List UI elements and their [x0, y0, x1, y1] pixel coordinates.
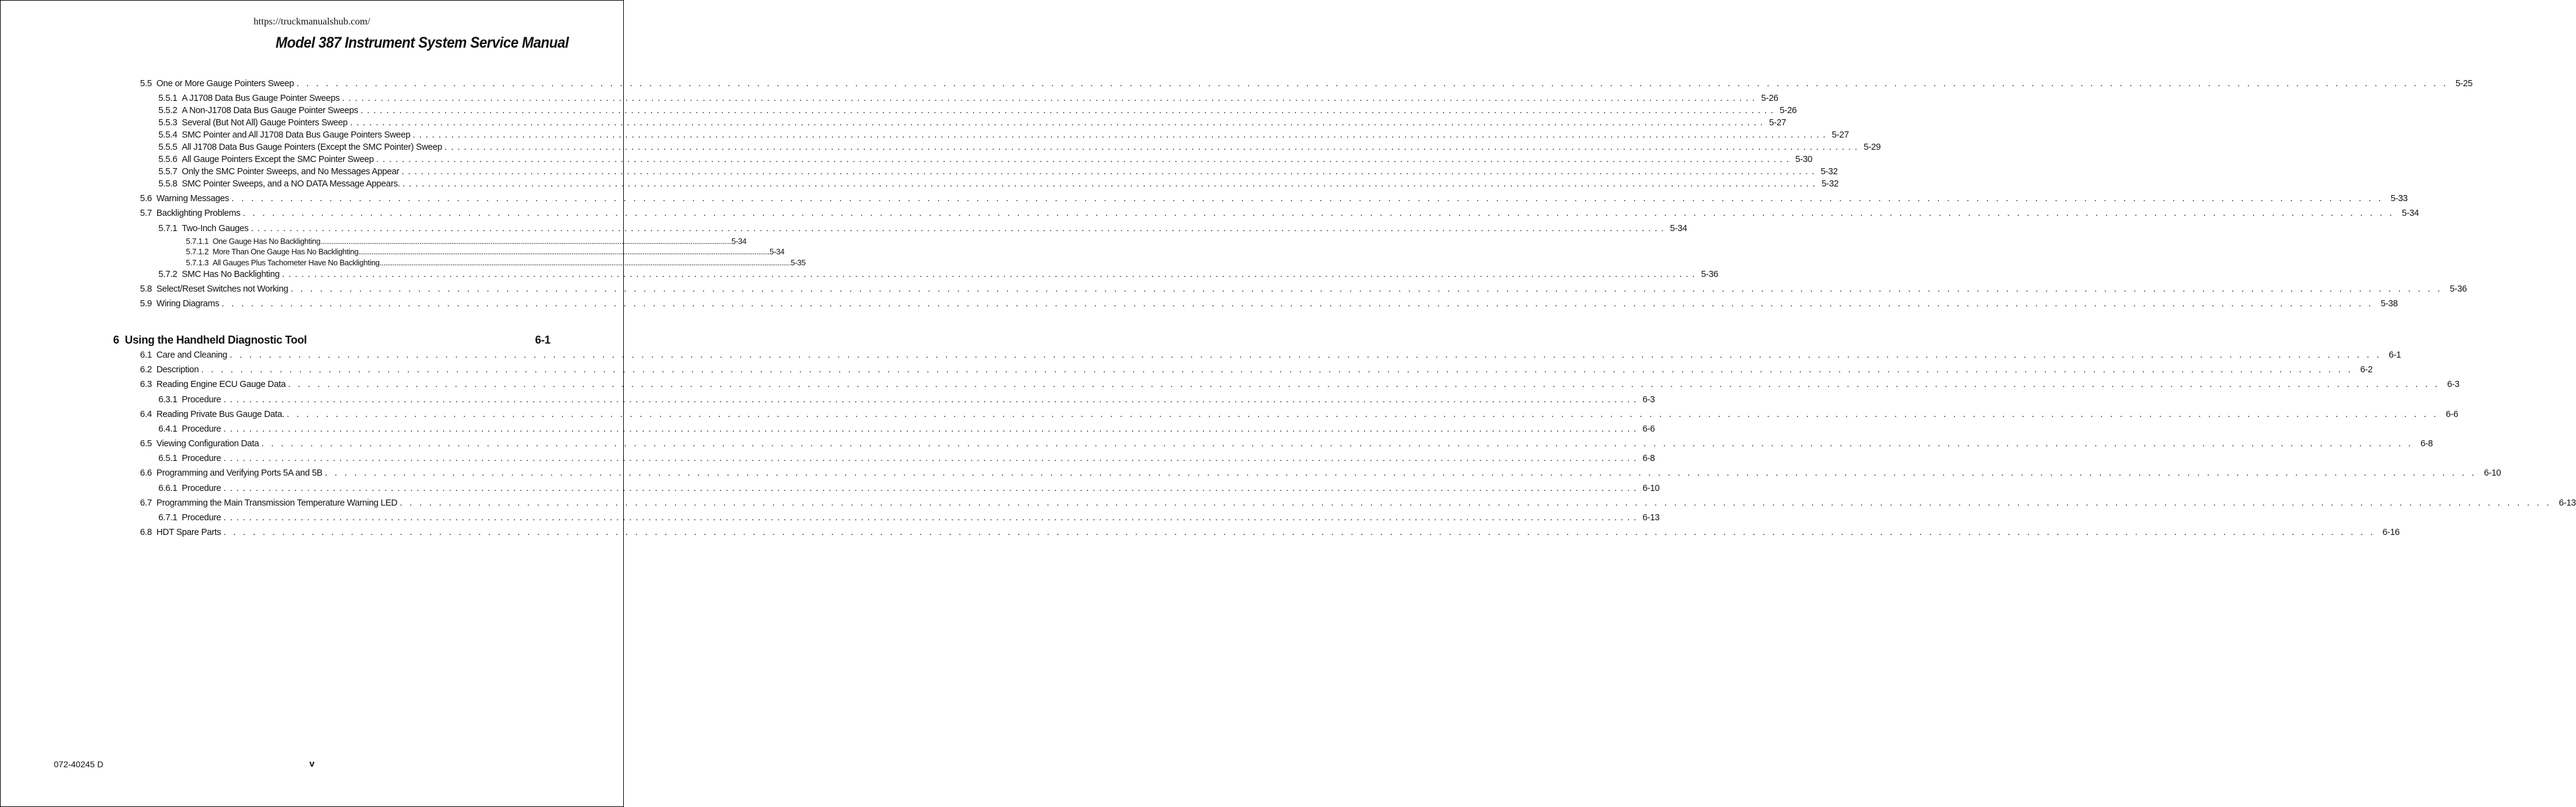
toc-number: 6.6.1 — [158, 484, 177, 493]
dot-leader: ............................................................................................................................................................................................................................ — [288, 380, 2445, 389]
toc-entry[interactable] — [140, 194, 2408, 204]
toc-title: Viewing Configuration Data — [156, 439, 259, 449]
toc-number: 6.4.1 — [158, 424, 177, 434]
source-url: https://truckmanualshub.com/ — [253, 17, 371, 27]
toc-title: SMC Pointer Sweeps, and a NO DATA Message Appears. — [182, 179, 401, 189]
manual-title: Model 387 Instrument System Service Manual — [275, 34, 569, 51]
toc-number: 5.5.7 — [158, 167, 177, 177]
toc-title: Reading Private Bus Gauge Data. — [156, 410, 284, 419]
dot-leader: ............................................................................................................................................................................................................................ — [379, 258, 791, 267]
toc-entry[interactable] — [158, 94, 1778, 103]
toc-number: 5.5.5 — [158, 142, 177, 152]
toc-title: All Gauge Pointers Except the SMC Pointer Sweep — [182, 155, 374, 164]
dot-leader: ............................................................................................................................................................................................................................ — [412, 130, 1830, 140]
toc-title: Care and Cleaning — [156, 350, 228, 360]
dot-leader: ............................................................................................................................................................................................................................ — [320, 237, 731, 246]
toc-title: Procedure — [182, 484, 221, 493]
toc-page: 6-6 — [2446, 410, 2459, 419]
dot-leader: ............................................................................................................................................................................................................................ — [291, 284, 2448, 294]
dot-leader: ............................................................................................................................................................................................................................ — [223, 395, 1640, 405]
toc-entry[interactable] — [158, 513, 1660, 523]
dot-leader: ............................................................................................................................................................................................................................ — [221, 299, 2378, 309]
dot-leader: ............................................................................................................................................................................................................................ — [251, 224, 1668, 234]
toc-entry[interactable] — [140, 208, 2419, 218]
toc-number: 5.7.1.2 — [186, 247, 209, 256]
dot-leader: ............................................................................................................................................................................................................................ — [223, 513, 1640, 523]
dot-leader: ............................................................................................................................................................................................................................ — [376, 155, 1793, 164]
toc-entry[interactable] — [158, 142, 1881, 152]
toc-number: 5.7.2 — [158, 270, 177, 279]
dot-leader: ............................................................................................................................................................................................................................ — [358, 247, 770, 256]
toc-page: 6-13 — [1642, 513, 1660, 523]
toc-title: Description — [156, 365, 199, 375]
toc-entry[interactable] — [158, 130, 1849, 140]
toc-title: One Gauge Has No Backlighting — [212, 237, 320, 246]
dot-leader: ............................................................................................................................................................................................................................ — [402, 179, 1819, 189]
toc-page: 6-10 — [2484, 468, 2501, 478]
toc-title: Procedure — [182, 395, 221, 405]
toc-title: Warning Messages — [156, 194, 229, 204]
toc-title: Using the Handheld Diagnostic Tool — [125, 334, 307, 346]
toc-page: 6-2 — [2360, 365, 2373, 375]
toc-page: 5-32 — [1820, 167, 1838, 177]
toc-number: 5.5 — [140, 79, 152, 89]
toc-number: 5.7.1.1 — [186, 237, 209, 246]
toc-title: More Than One Gauge Has No Backlighting — [212, 247, 359, 256]
toc-number: 6.6 — [140, 468, 152, 478]
toc-title: One or More Gauge Pointers Sweep — [156, 79, 294, 89]
toc-page: 5-26 — [1779, 106, 1797, 116]
toc-entry[interactable] — [140, 468, 2501, 478]
toc-number: 5.6 — [140, 194, 152, 204]
toc-page: 5-29 — [1864, 142, 1881, 152]
toc-number: 5.7.1 — [158, 224, 177, 234]
toc-number: 6.5.1 — [158, 454, 177, 463]
toc-title: Select/Reset Switches not Working — [156, 284, 289, 294]
toc-page: 6-3 — [1642, 395, 1655, 405]
toc-number: 5.8 — [140, 284, 152, 294]
toc-page: 6-13 — [2558, 498, 2576, 508]
toc-entry[interactable] — [158, 424, 1655, 434]
toc-title: A Non-J1708 Data Bus Gauge Pointer Sweeps — [182, 106, 358, 116]
toc-number: 5.7.1.3 — [186, 258, 209, 267]
toc-title: All J1708 Data Bus Gauge Pointers (Except the SMC Pointer) Sweep — [182, 142, 442, 152]
toc-title: Reading Engine ECU Gauge Data — [156, 380, 286, 389]
toc-page: 5-27 — [1769, 118, 1786, 128]
page-number: v — [309, 759, 315, 769]
dot-leader: ............................................................................................................................................................................................................................ — [223, 528, 2380, 537]
toc-entry[interactable] — [186, 247, 785, 256]
dot-leader: ............................................................................................................................................................................................................................ — [360, 106, 1777, 116]
toc-number: 5.9 — [140, 299, 152, 309]
dot-leader: ............................................................................................................................................................................................................................ — [444, 142, 1862, 152]
toc-title: All Gauges Plus Tachometer Have No Backlighting — [212, 258, 380, 267]
toc-number: 5.5.3 — [158, 118, 177, 128]
dot-leader: ............................................................................................................................................................................................................................ — [223, 454, 1640, 463]
toc-title: A J1708 Data Bus Gauge Pointer Sweeps — [182, 94, 340, 103]
toc-title: Programming the Main Transmission Temperature Warning LED — [156, 498, 398, 508]
toc-entry[interactable] — [140, 79, 2473, 89]
toc-number: 6.2 — [140, 365, 152, 375]
toc-entry[interactable] — [158, 106, 1797, 116]
toc-entry[interactable] — [140, 439, 2433, 449]
dot-leader: ............................................................................................................................................................................................................................ — [342, 94, 1759, 103]
toc-number: 5.5.2 — [158, 106, 177, 116]
dot-leader: ............................................................................................................................................................................................................................ — [231, 194, 2388, 204]
dot-leader: ............................................................................................................................................................................................................................ — [261, 439, 2418, 449]
toc-title: Procedure — [182, 454, 221, 463]
dot-leader: ............................................................................................................................................................................................................................ — [201, 365, 2358, 375]
toc-number: 6.7.1 — [158, 513, 177, 523]
toc-entry[interactable] — [140, 365, 2373, 375]
toc-page: 6-16 — [2382, 528, 2400, 537]
toc-entry[interactable] — [158, 179, 1839, 189]
toc-number: 6.3 — [140, 380, 152, 389]
toc-number: 6.8 — [140, 528, 152, 537]
toc-entry[interactable] — [186, 237, 747, 246]
toc-title: Wiring Diagrams — [156, 299, 220, 309]
toc-page: 5-26 — [1761, 94, 1778, 103]
toc-page: 5-30 — [1795, 155, 1813, 164]
document-number: 072-40245 D — [54, 759, 103, 769]
toc-entry[interactable] — [140, 284, 2467, 294]
toc-page: 6-6 — [1642, 424, 1655, 434]
toc-page: 5-33 — [2390, 194, 2408, 204]
toc-number: 5.5.8 — [158, 179, 177, 189]
toc-page: 5-34 — [731, 237, 747, 246]
toc-title: SMC Has No Backlighting — [182, 270, 280, 279]
toc-number: 5.5.4 — [158, 130, 177, 140]
dot-leader: ............................................................................................................................................................................................................................ — [286, 410, 2444, 419]
toc-page: 6-1 — [2388, 350, 2401, 360]
toc-page: 5-34 — [2402, 208, 2419, 218]
toc-entry[interactable] — [158, 395, 1655, 405]
toc-page: 6-8 — [2420, 439, 2433, 449]
toc-entry[interactable] — [158, 224, 1687, 234]
toc-number: 6 — [113, 334, 119, 346]
toc-entry[interactable] — [140, 528, 2400, 537]
toc-page: 6-3 — [2447, 380, 2460, 389]
toc-entry[interactable] — [140, 410, 2459, 419]
toc-title: HDT Spare Parts — [156, 528, 221, 537]
toc-entry[interactable] — [158, 118, 1786, 128]
toc-entry[interactable] — [158, 270, 1719, 279]
toc-page: 6-1 — [535, 334, 550, 346]
toc-title: Procedure — [182, 424, 221, 434]
dot-leader: ............................................................................................................................................................................................................................ — [350, 118, 1767, 128]
dot-leader: ............................................................................................................................................................................................................................ — [399, 498, 2556, 508]
toc-page: 5-27 — [1832, 130, 1849, 140]
toc-title: Several (But Not All) Gauge Pointers Sweep — [182, 118, 348, 128]
toc-title: Backlighting Problems — [156, 208, 240, 218]
dot-leader: ............................................................................................................................................................................................................................ — [325, 468, 2482, 478]
toc-number: 6.7 — [140, 498, 152, 508]
dot-leader: ............................................................................................................................................................................................................................ — [296, 79, 2453, 89]
toc-page: 5-36 — [2449, 284, 2467, 294]
dot-leader: ............................................................................................................................................................................................................................ — [223, 484, 1640, 493]
toc-page: 5-34 — [769, 247, 785, 256]
toc-number: 6.5 — [140, 439, 152, 449]
toc-title: Programming and Verifying Ports 5A and 5B — [156, 468, 323, 478]
toc-number: 6.4 — [140, 410, 152, 419]
toc-number: 5.5.1 — [158, 94, 177, 103]
toc-page: 5-36 — [1701, 270, 1719, 279]
dot-leader: ............................................................................................................................................................................................................................ — [223, 424, 1640, 434]
toc-number: 6.1 — [140, 350, 152, 360]
toc-chapter-heading[interactable] — [113, 334, 550, 347]
toc-number: 5.7 — [140, 208, 152, 218]
toc-entry[interactable] — [158, 454, 1655, 463]
toc-title: Two-Inch Gauges — [182, 224, 249, 234]
dot-leader: ............................................................................................................................................................................................................................ — [242, 208, 2400, 218]
toc-page: 5-32 — [1821, 179, 1839, 189]
toc-page: 5-38 — [2380, 299, 2398, 309]
toc-entry[interactable] — [140, 299, 2398, 309]
toc-page: 5-25 — [2455, 79, 2473, 89]
toc-number: 5.5.6 — [158, 155, 177, 164]
toc-page: 6-10 — [1642, 484, 1660, 493]
toc-page: 5-35 — [790, 258, 806, 267]
dot-leader: ............................................................................................................................................................................................................................ — [401, 167, 1818, 177]
toc-title: SMC Pointer and All J1708 Data Bus Gauge Pointers Sweep — [182, 130, 410, 140]
dot-leader: ............................................................................................................................................................................................................................ — [229, 350, 2386, 360]
toc-entry[interactable] — [158, 155, 1813, 164]
toc-entry[interactable] — [140, 380, 2460, 389]
toc-entry[interactable] — [186, 258, 806, 267]
dot-leader: ............................................................................................................................................................................................................................ — [282, 270, 1699, 279]
toc-page: 6-8 — [1642, 454, 1655, 463]
toc-entry[interactable] — [140, 498, 2576, 508]
toc-title: Procedure — [182, 513, 221, 523]
toc-entry[interactable] — [158, 484, 1660, 493]
toc-entry[interactable] — [158, 167, 1838, 177]
toc-page: 5-34 — [1670, 224, 1687, 234]
toc-entry[interactable] — [140, 350, 2401, 360]
toc-title: Only the SMC Pointer Sweeps, and No Messages Appear — [182, 167, 399, 177]
toc-number: 6.3.1 — [158, 395, 177, 405]
